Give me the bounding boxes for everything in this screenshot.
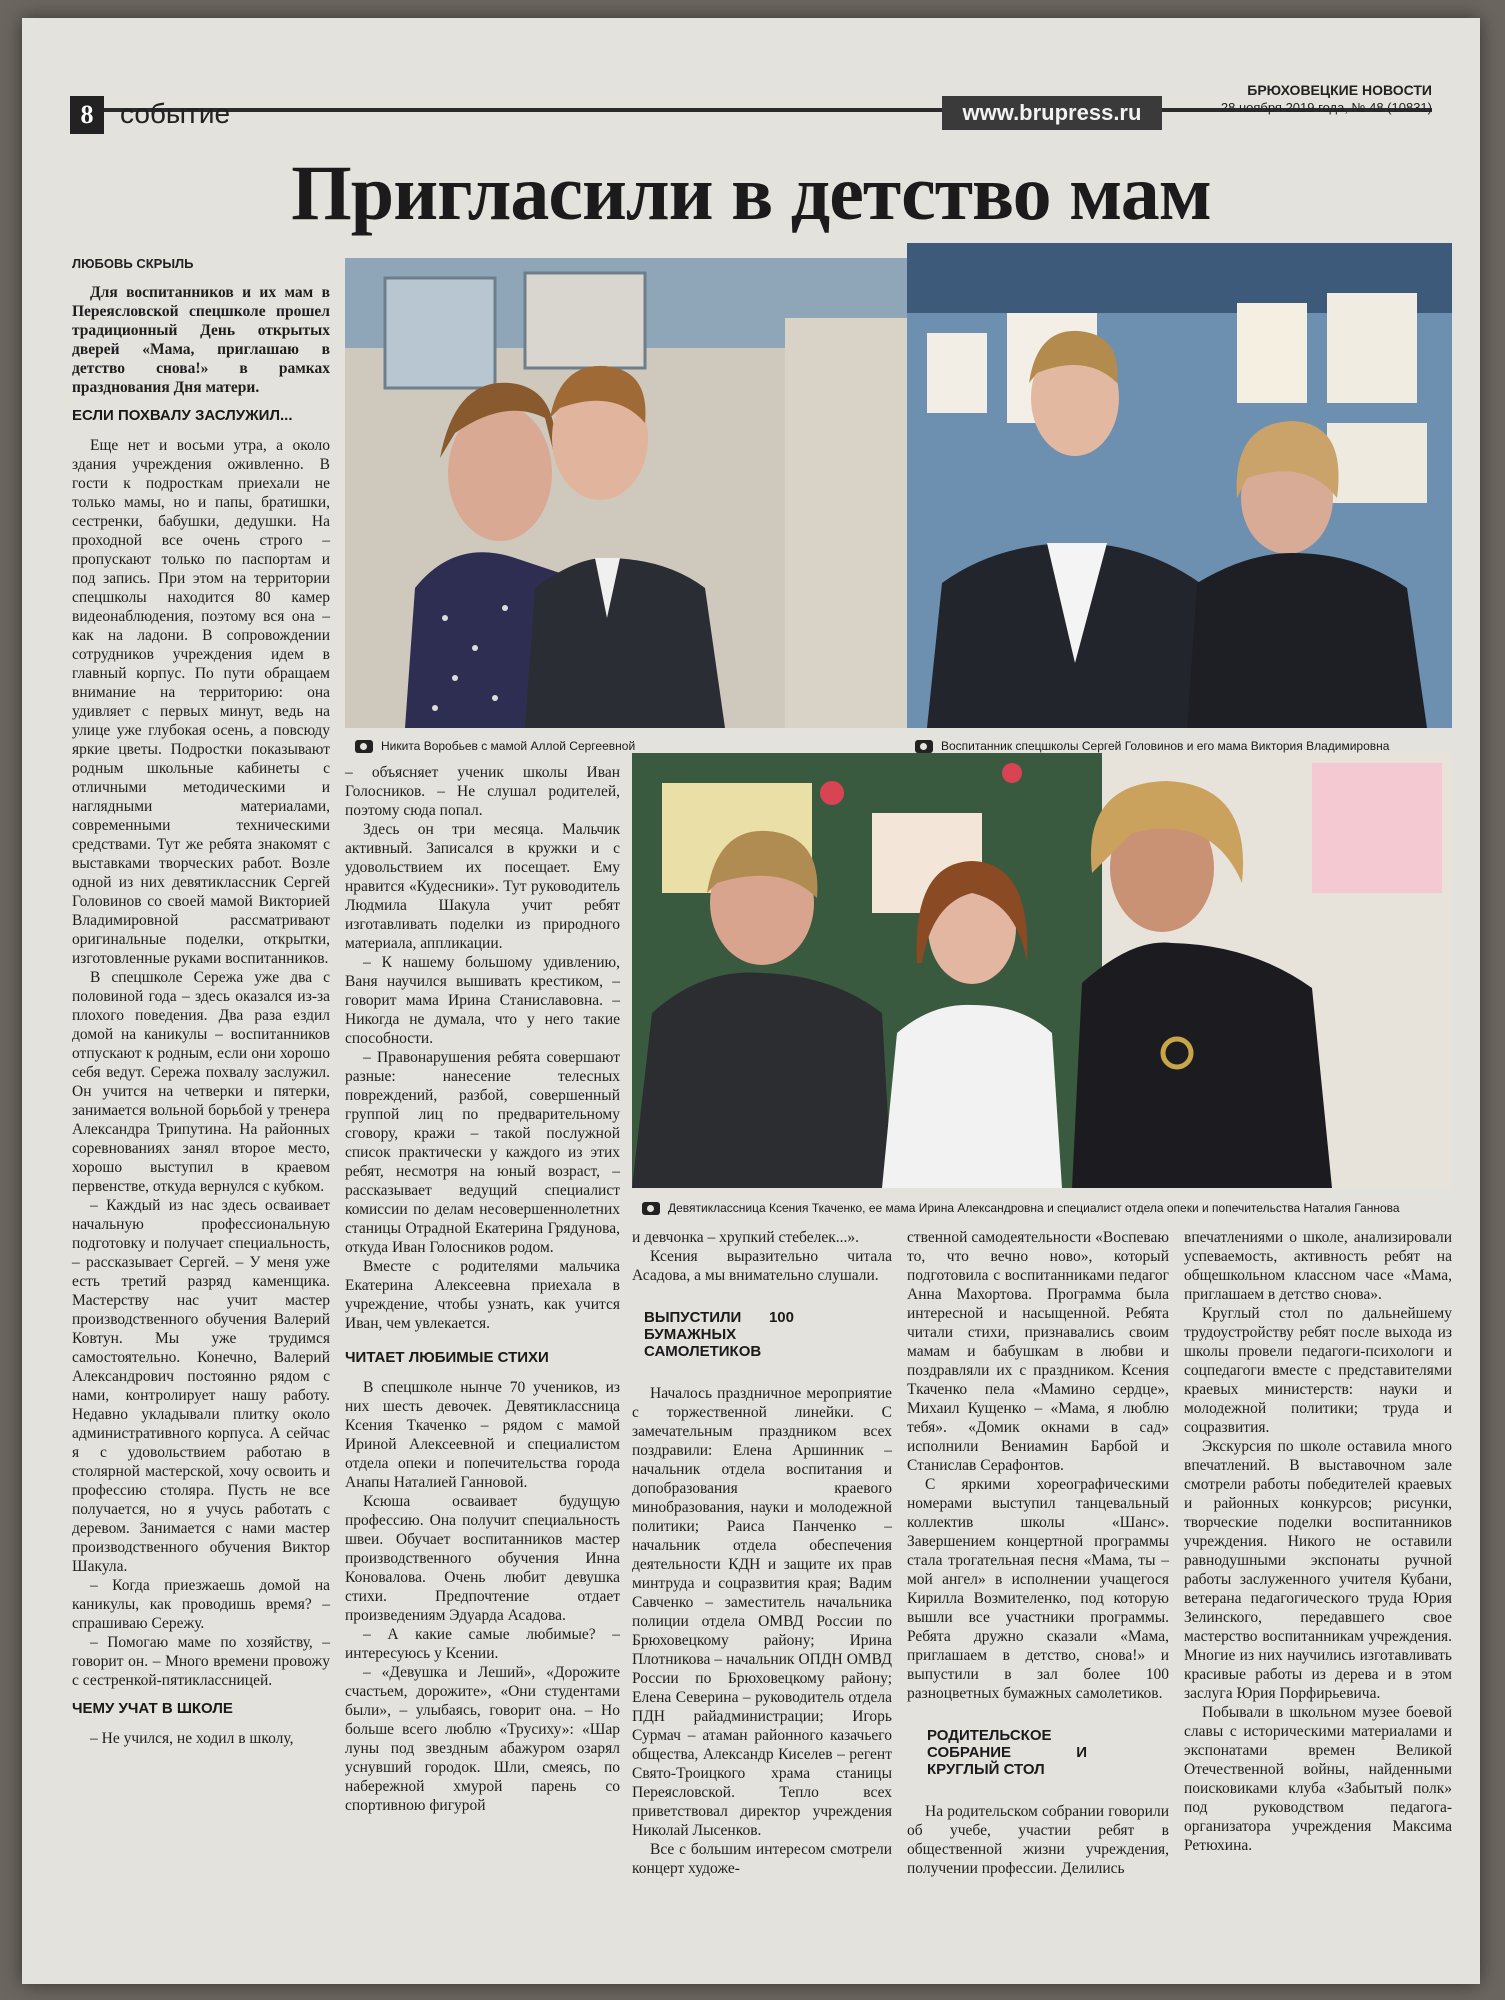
subheading-2: ЧЕМУ УЧАТ В ШКОЛЕ [72,1700,233,1717]
paragraph: Побывали в школьном музее боевой славы с историческими материалами и экспонатами времен Великой Отечественной войны, найденными поисковиками клуба «Забытый полк» под руководством педагога-организатора учреждения Максима Ретюхина. [1184,1704,1452,1854]
subheading-5: РОДИТЕЛЬСКОЕ СОБРАНИЕ И КРУГЛЫЙ СТОЛ [927,1727,1087,1778]
paragraph: – объясняет ученик школы Иван Голосников. – Не слушал родителей, поэтому сюда попал. [345,764,620,819]
camera-icon [642,1202,660,1215]
paragraph: – Правонарушения ребята совершают разные: нанесение телесных повреждений, разбой, совершенный группой лиц по предварительному сговору, кражи – такой послужной список практически у каждого из этих ребят, несмотря на юный возраст, – рассказывает ведущий специалист комиссии по делам несовершеннолетних станицы Отрадной Екатерина Грядунова, откуда Иван Голосников родом. [345,1049,620,1256]
paragraph: и девчонка – хрупкий стебелек...». [632,1229,860,1246]
paragraph: – Когда приезжаешь домой на каникулы, как проводишь время? – спрашиваю Сережу. [72,1577,330,1632]
paragraph: На родительском собрании говорили об учебе, участии ребят в общественной жизни учреждения, получении профессии. Делились [907,1803,1169,1877]
photo-mother-son-2 [907,243,1452,728]
paragraph: Началось праздничное мероприятие с торжественной линейки. С замечательным праздником всех поздравили: Елена Аршинник – начальник отдела воспитания и допобразования краевого минобразования, науки и молодежной политики; Раиса Панченко – начальник отдела обеспечения деятельности КДН и защите их прав минтруда и соцразвития края; Вадим Савченко – заместитель начальника полиции отдела ОМВД России по Брюховецкому району; Ирина Плотникова – начальник ОПДН ОМВД России по Брюховецкому району; Елена Северина – руководитель отдела ПДН райадминистрации; Игорь Сурмач – атаман районного казачьего общества, Александр Киселев – регент Свято-Троицкого храма станицы Переясловской. Тепло всех приветствовал директор учреждения Николай Лысенков. [632,1385,892,1839]
photo-1-caption [355,739,635,753]
column-3 [632,1228,892,1973]
paragraph: – «Девушка и Леший», «Дорожите счастьем, дорожите», «Они студентами были», – улыбаясь, говорит она. – Но больше всего люблю «Трусиху»: «Шар луны под звездным абажуром озарял уснувший городок. Шли, смеясь, по набережной хмурой парень со спортивною фигурой [345,1664,620,1814]
paragraph: Ксения выразительно читала Асадова, а мы внимательно слушали. [632,1248,892,1284]
headline: Пригласили в детство мам [291,149,1211,236]
camera-icon [915,740,933,753]
photo-3-caption [642,1201,1400,1215]
column-5 [1184,1228,1452,1973]
article-lead: Для воспитанников и их мам в Переясловской спецшколе прошел традиционный День открытых дверей «Мама, приглашаю в детство снова!» в рамках празднования Дня матери. [72,284,330,396]
author: ЛЮБОВЬ СКРЫЛЬ [72,256,194,271]
paper-masthead [1221,82,1432,116]
photo-2-image [907,243,1452,728]
paragraph: – Помогаю маме по хозяйству, – говорит он. – Много времени провожу с сестренкой-пятиклассницей. [72,1634,330,1689]
photo-1-image [345,258,912,728]
section-label: событие [120,98,231,129]
paragraph: впечатлениями о школе, анализировали успеваемость, активность ребят на общешкольном классном часе «Мама, приглашаем в детство снова». [1184,1229,1452,1303]
paragraph: Круглый стол по дальнейшему трудоустройству ребят после выхода из школы провели педагоги-психологи и соцпедагоги вместе с представителями краевых министерств: науки и молодежной политики; труда и соцразвития. [1184,1305,1452,1436]
paragraph: В спецшколе нынче 70 учеников, из них шесть девочек. Девятиклассница Ксения Ткаченко – рядом с мамой Ириной Алексеевной и специалистом отдела опеки и попечительства города Анапы Наталией Ганновой. [345,1379,620,1491]
photo-2-caption-text: Воспитанник спецшколы Сергей Головинов и его мама Виктория Владимировна [941,739,1390,753]
camera-icon [355,740,373,753]
newspaper-page [22,18,1480,1984]
paragraph: Экскурсия по школе оставила много впечатлений. В выставочном зале смотрели работы победителей краевых и районных конкурсов; рисунки, творческие поделки воспитанников учреждения. Никого не оставили равнодушными экспонаты ручной работы заслуженного учителя Кубани, ветерана педагогического труда Юрия Зелинского, передавшего свое мастерство воспитанникам учреждения. Многие из них научились изготавливать красивые работы из дерева и в этом заслуга Юрия Порфирьевича. [1184,1438,1452,1702]
paper-name: БРЮХОВЕЦКИЕ НОВОСТИ [1247,82,1432,98]
column-4 [907,1228,1169,1973]
photo-2-caption [915,739,1389,753]
paragraph: – К нашему большому удивлению, Ваня научился вышивать крестиком, – говорит мама Ирина Станиславовна. – Никогда не думала, что у него такие способности. [345,954,620,1047]
paragraph: – Каждый из нас здесь осваивает начальную профессиональную подготовку и получает специальность, – рассказывает Сергей. – У меня уже есть третий разряд каменщика. Мастерству нас учит мастер производственного обучения Валерий Ковтун. Мы уже трудимся самостоятельно. Конечно, Валерий Александрович постоянно рядом с нами, контролирует нашу работу. Недавно укладывали плитку около административного корпуса. А сейчас я с удовольствием работаю в столярной мастерской, хочу освоить и профессию столяра. Пусть не все получается, но я учусь работать с деревом. Занимается с нами мастер производственного обучения Виктор Шакула. [72,1197,330,1575]
paragraph: С яркими хореографическими номерами выступил танцевальный коллектив школы «Шанс». Завершением концертной программы стала трогательная песня «Мама, ты – мой ангел» в исполнении учащегося Кирилла Возмителенко, под которую вышли все участники программы. Ребята дружно сказали «Мама, приглашаем в детство, снова!» и выпустили в зал более 100 разноцветных бумажных самолетиков. [907,1476,1169,1702]
photo-1-caption-text: Никита Воробьев с мамой Аллой Сергеевной [381,739,636,753]
issue-info: 28 ноября 2019 года, № 48 (10831) [1220,100,1432,115]
paragraph: Все с большим интересом смотрели концерт художе- [632,1841,892,1877]
paragraph: Здесь он три месяца. Мальчик активный. Записался в кружки и с удовольствием их посещает. Ему нравится «Кудесники». Тут руководитель Людмила Шакула учит ребят изготавливать поделки из природного материала, аппликации. [345,821,620,952]
photo-mother-son-1 [345,258,912,728]
paragraph: Еще нет и восьми утра, а около здания учреждения оживленно. В гости к подросткам приехали не только мамы, но и папы, братишки, сестренки, бабушки, дедушки. На проходной все очень строго – пропускают только по паспортам и под запись. При этом на территории спецшколы находится 80 камер видеонаблюдения, поэтому вся она – как на ладони. В сопровождении сотрудников учреждения идем в главный корпус. По пути обращаем внимание на территорию: она удивляет с первых минут, ведь на улице уже глубокая осень, а повсюду яркие цветы. Подростки показывают родным школьные кабинеты с отличными методическими и наглядными материалами, современными техническими средствами. Тут же ребята знакомят с выставками творческих работ. Возле одной из них девятиклассник Сергей Головинов со своей мамой Викторией Владимировной рассматривают оригинальные поделки, открытки, изготовленные руками воспитанников. [72,437,330,967]
photo-3-caption-text: Девятиклассница Ксения Ткаченко, ее мама Ирина Александровна и специалист отдела опеки и попечительства Наталия Ганнова [668,1201,1400,1215]
paragraph: ственной самодеятельности «Воспеваю то, что вечно ново», который подготовила с воспитанниками педагог Анна Махортова. Программа была интересной и насыщенной. Ребята читали стихи, признавались своим мамам и бабушкам в любви и поздравляли их с праздником. Ксения Ткаченко пела «Мамино сердце», Михаил Кущенко – «Мама, я люблю тебя». «Домик окнами в сад» исполнили Вениамин Барбой и Станислав Серафонтов. [907,1229,1169,1474]
paragraph: Вместе с родителями мальчика Екатерина Алексеевна приехала в учреждение, чтобы узнать, как учится Иван, чем увлекается. [345,1258,620,1332]
subheading-3: ЧИТАЕТ ЛЮБИМЫЕ СТИХИ [345,1349,549,1366]
column-2 [345,763,620,1973]
paragraph: В спецшколе Сережа уже два с половиной года – здесь оказался из-за плохого поведения. Два раза ездил домой на каникулы – воспитанников отпускают к родным, если они хорошо себя ведут. Сережа похвалу заслужил. Он учится на четверки и пятерки, занимается вольной борьбой у тренера Александра Трипутина. На районных соревнованиях занял второе место, хорошо выступил в краевом первенстве, откуда вернулся с кубком. [72,969,330,1195]
website-banner: www.brupress.ru [942,96,1162,130]
paragraph: – А какие самые любимые? – интересуюсь у Ксении. [345,1626,620,1662]
page-number: 8 [70,96,104,134]
column-1 [72,283,330,1973]
photo-3-image [632,753,1452,1188]
photo-group-3 [632,753,1452,1188]
paragraph: Ксюша осваивает будущую профессию. Она получит специальность швеи. Обучает воспитанников мастер производственного обучения Инна Коновалова. Очень любит девушка стихи. Предпочтение отдает произведениям Эдуарда Асадова. [345,1493,620,1624]
subheading-4: ВЫПУСТИЛИ 100 БУМАЖНЫХ САМОЛЕТИКОВ [644,1309,794,1360]
subheading-1: ЕСЛИ ПОХВАЛУ ЗАСЛУЖИЛ... [72,407,293,424]
paragraph: – Не учился, не ходил в школу, [90,1730,294,1747]
